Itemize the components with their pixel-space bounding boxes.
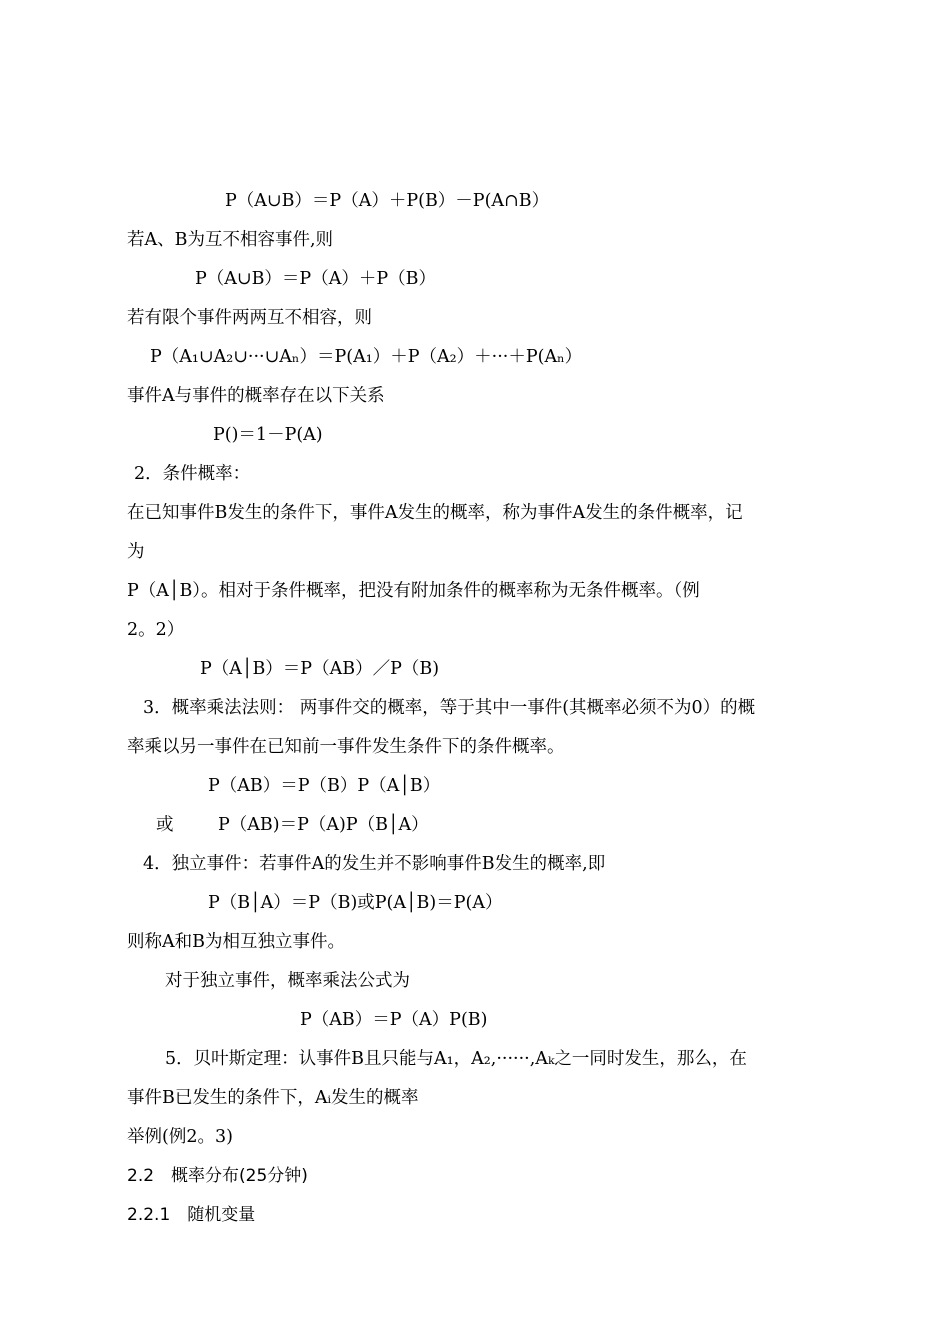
section-independent-events: 4．独立事件：若事件A的发生并不影响事件B发生的概率,即 xyxy=(143,854,606,874)
formula-finite-union: P（A₁∪A₂∪···∪Aₙ）＝P(A₁）＋P（A₂）＋···＋P(Aₙ） xyxy=(150,347,583,367)
text-line: 在已知事件B发生的条件下，事件A发生的概率，称为事件A发生的条件概率，记 xyxy=(127,503,743,523)
text-or: 或 xyxy=(156,815,174,835)
text-line: 则称A和B为相互独立事件。 xyxy=(127,932,345,952)
text-line: 事件B已发生的条件下，Aᵢ发生的概率 xyxy=(127,1088,419,1108)
heading-random-variable: 2.2.1 随机变量 xyxy=(127,1205,256,1225)
formula-independent-product: P（AB）＝P（A）P(B) xyxy=(300,1010,488,1030)
text-line: 事件A与事件的概率存在以下关系 xyxy=(127,386,385,406)
heading-probability-distribution: 2.2 概率分布(25分钟) xyxy=(127,1166,308,1186)
formula-complement: P()＝1－P(A) xyxy=(213,425,323,445)
text-line: 2。2） xyxy=(127,620,185,640)
text-line: 率乘以另一事件在已知前一事件发生条件下的条件概率。 xyxy=(127,737,565,757)
text-line: 若有限个事件两两互不相容，则 xyxy=(127,308,372,328)
formula-multiplication-1: P（AB）＝P（B）P（A│B） xyxy=(208,776,441,796)
text-line: 若A、B为互不相容事件,则 xyxy=(127,230,334,250)
section-bayes-theorem: 5．贝叶斯定理：认事件B且只能与A₁，A₂,······,Aₖ之一同时发生，那么，在 xyxy=(165,1049,747,1069)
section-conditional-probability: 2．条件概率： xyxy=(134,464,251,484)
formula-independence: P（B│A）＝P（B)或P(A│B)＝P(A） xyxy=(208,893,503,913)
text-line: P（A│B）。相对于条件概率，把没有附加条件的概率称为无条件概率。（例 xyxy=(127,581,700,601)
formula-multiplication-2: P（AB)＝P（A)P（B│A） xyxy=(218,815,429,835)
text-line: 对于独立事件，概率乘法公式为 xyxy=(165,971,410,991)
text-line: 为 xyxy=(127,542,145,562)
section-multiplication-rule: 3．概率乘法法则： 两事件交的概率，等于其中一事件(其概率必须不为0）的概 xyxy=(143,698,756,718)
formula-mutually-exclusive: P（A∪B）＝P（A）＋P（B） xyxy=(195,269,436,289)
text-line: 举例(例2。3) xyxy=(127,1127,233,1147)
formula-addition-rule: P（A∪B）＝P（A）＋P(B）－P(A∩B） xyxy=(225,191,550,211)
formula-conditional: P（A│B）＝P（AB）／P（B) xyxy=(200,659,440,679)
